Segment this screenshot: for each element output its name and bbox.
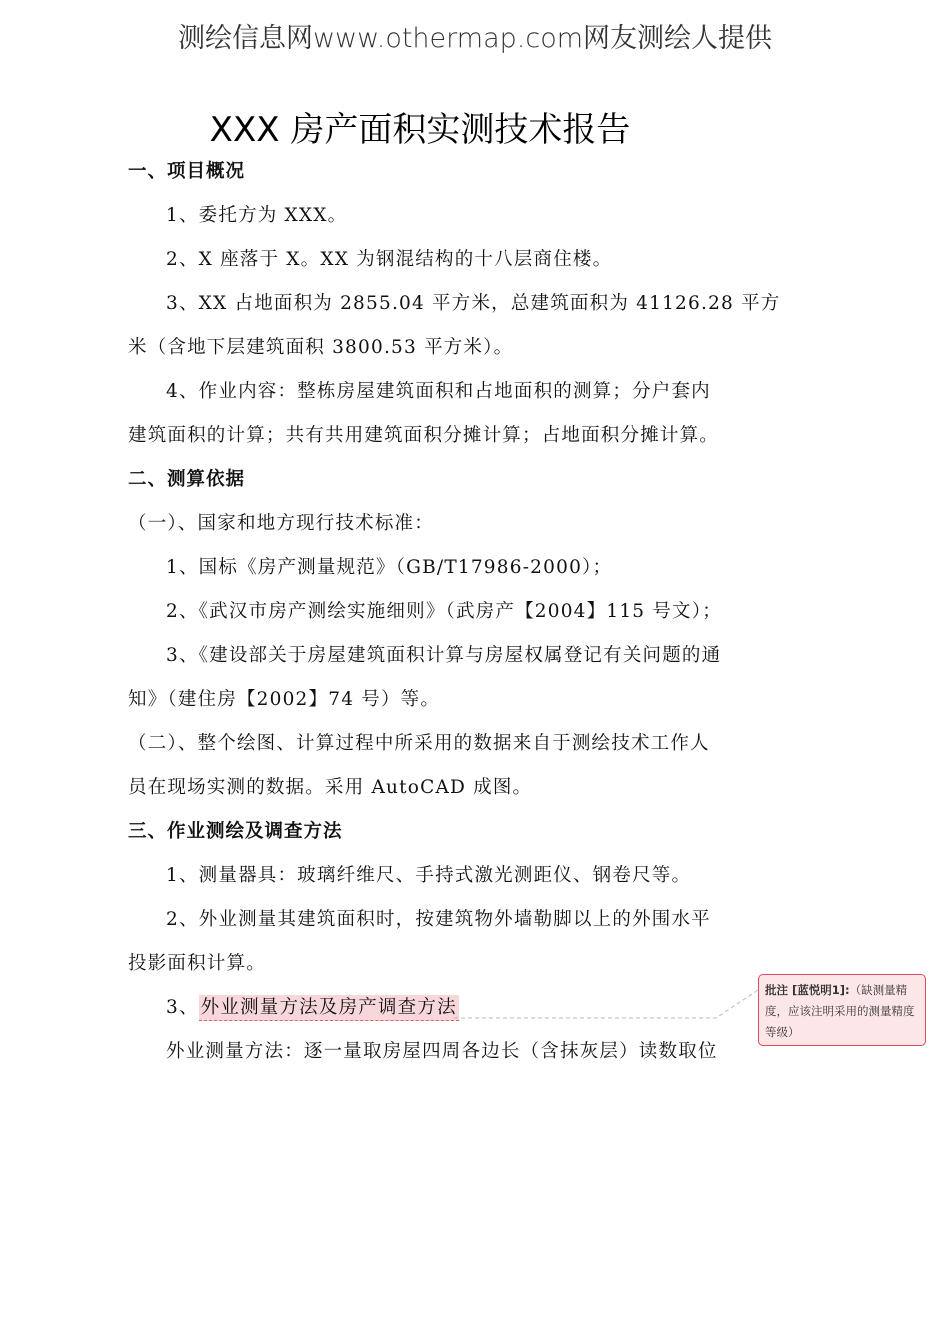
body-line: 投影面积计算。 — [128, 953, 266, 974]
section-heading-3: 三、作业测绘及调查方法 — [128, 821, 343, 842]
watermark-header: 测绘信息网www.othermap.com网友测绘人提供 — [177, 23, 773, 54]
comment-author-label: 批注 [蓝悦明1]: — [765, 983, 850, 997]
review-comment[interactable] — [758, 974, 926, 1046]
item-number: 3、 — [166, 997, 199, 1018]
body-line: 3、《建设部关于房屋建筑面积计算与房屋权属登记有关问题的通 — [166, 645, 722, 666]
section-heading-1: 一、项目概况 — [128, 161, 246, 182]
body-line: 1、国标《房产测量规范》（GB/T17986-2000）； — [166, 557, 613, 578]
comment-text: （缺测量精度，应该注明采用的测量精度等级） — [765, 983, 915, 1039]
body-line: 1、委托方为 XXX。 — [166, 205, 348, 226]
body-line: （二）、整个绘图、计算过程中所采用的数据来自于测绘技术工作人 — [128, 733, 710, 754]
body-line: 2、外业测量其建筑面积时，按建筑物外墙勒脚以上的外围水平 — [166, 909, 711, 930]
highlighted-item — [166, 993, 459, 1019]
body-line: 2、《武汉市房产测绘实施细则》（武房产【2004】115 号文）； — [166, 601, 722, 622]
body-line: 1、测量器具：玻璃纤维尺、手持式激光测距仪、钢卷尺等。 — [166, 865, 692, 886]
body-line: 建筑面积的计算；共有共用建筑面积分摊计算；占地面积分摊计算。 — [128, 425, 720, 446]
body-line: 2、X 座落于 X。XX 为钢混结构的十八层商住楼。 — [166, 249, 613, 270]
body-line: 4、作业内容：整栋房屋建筑面积和占地面积的测算；分户套内 — [166, 381, 711, 402]
body-line: 米（含地下层建筑面积 3800.53 平方米）。 — [128, 337, 514, 358]
body-line: （一）、国家和地方现行技术标准： — [128, 513, 434, 534]
document-title: XXX 房产面积实测技术报告 — [209, 110, 631, 150]
body-line: 员在现场实测的数据。采用 AutoCAD 成图。 — [128, 777, 533, 798]
body-line: 3、XX 占地面积为 2855.04 平方米，总建筑面积为 41126.28 平方 — [166, 293, 781, 314]
section-heading-2: 二、测算依据 — [128, 469, 246, 490]
body-line: 外业测量方法：逐一量取房屋四周各边长（含抹灰层）读数取位 — [166, 1041, 718, 1062]
body-line: 知》（建住房【2002】74 号）等。 — [128, 689, 441, 710]
commented-text-highlight[interactable]: 外业测量方法及房产调查方法 — [199, 995, 459, 1021]
